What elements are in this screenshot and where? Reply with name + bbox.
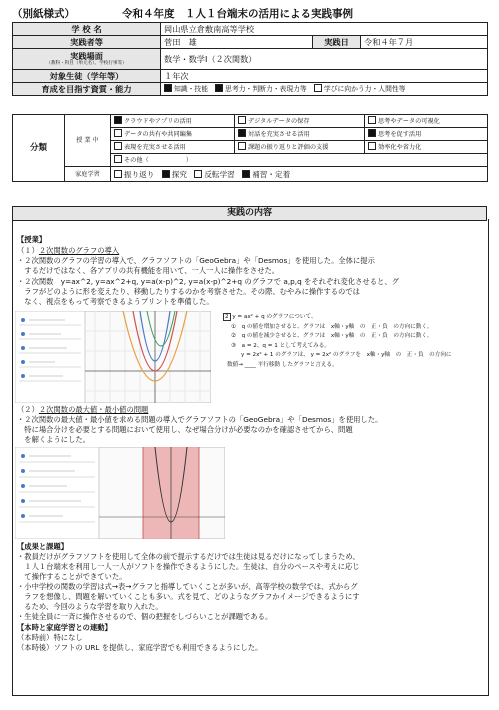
worksheet-title: y = ax² + q のグラフについて、 (232, 314, 317, 320)
p2-line: を解くようにした。 (17, 435, 90, 444)
linkage-line: （本時後）ソフトの URL を提供し、家庭学習でも利用できるようにした。 (17, 643, 263, 652)
p3-line: るため、今回のような学習を取り入れた。 (17, 602, 163, 611)
worksheet-item: y = 2x² + 1 のグラフは、 y = 2x² のグラフを x軸・y軸 の 正・負 の方向に (241, 352, 452, 358)
option-cell[interactable]: 思考やデータの可視化 (365, 115, 488, 128)
sub1-title: ２次関数のグラフの導入 (38, 246, 120, 255)
checkbox-unchecked-icon (114, 155, 122, 163)
section-title: 実践の内容 (13, 207, 487, 221)
checkbox-unchecked-icon (114, 142, 122, 150)
ability-label: 育成を目指す資質・能力 (13, 83, 161, 96)
practitioner-label: 実践者等 (13, 36, 161, 49)
grade-value: １年次 (161, 70, 488, 83)
document-title: 令和４年度 １人１台端末の活用による実践事例 (122, 8, 353, 20)
checkbox-checked-icon (242, 170, 250, 178)
checkbox-unchecked-icon (314, 84, 322, 92)
sub1-num: （１） (17, 246, 39, 255)
meta-table (12, 22, 488, 96)
scene-sub-label: （教科・科目（単元名）、学校行事等） (46, 60, 127, 66)
sub2-heading (17, 405, 148, 414)
ability-options (161, 83, 488, 96)
checkbox-checked-icon (164, 84, 172, 92)
worksheet-title-line (223, 313, 485, 323)
p3-line: て操作することができていた。 (17, 572, 127, 581)
option-cell[interactable]: 課題の振り返りと評価の支援 (235, 141, 365, 154)
home-study-options (111, 167, 488, 182)
home-option[interactable]: 探究 (162, 169, 187, 180)
classification-label: 分類 (13, 115, 65, 182)
classification-table (12, 114, 488, 182)
p1-line: ・２次関数 y=ax^2, y=ax^2+q, y=a(x-p)^2, y=a(x-p)^2+q のグラフで a,p,q をそれぞれ変化させると、グ (17, 277, 399, 286)
date-label: 実践日 (313, 36, 361, 49)
p3-line: １人１台端末を利用し一人一人がソフトを操作できるようにした。生徒は、自分のペースや考えに応じ (17, 562, 360, 571)
p3-line: ・生徒全員に一斉に操作させるので、個の把握をしづらいことが課題である。 (17, 612, 273, 621)
scene-label: 実践場面 (70, 50, 103, 61)
option-cell-other[interactable]: その他（ ） (111, 154, 488, 167)
home-study-label: 家庭学習 (65, 167, 111, 182)
practitioner-value: 菅田 雄 (161, 36, 313, 49)
sub1-heading (17, 246, 119, 255)
linkage-heading: 【本時と家庭学習との連動】 (17, 623, 112, 632)
worksheet-excerpt (223, 313, 485, 370)
date-value: 令和４年７月 (361, 36, 488, 49)
option-cell[interactable]: 表現を充実させる活用 (111, 141, 235, 154)
p1-line: なく、視点をもって考察できるようプリントを準備した。 (17, 297, 214, 306)
lesson-heading: 【授業】 (17, 235, 47, 244)
checkbox-checked-icon (162, 170, 170, 178)
grade-label: 対象生徒（学年等） (13, 70, 161, 83)
sub2-num: （２） (17, 405, 39, 414)
home-option[interactable]: 補習・定着 (242, 169, 290, 180)
worksheet-item: ① q の値を増加させると、グラフは x軸・y軸 の 正・負 の方向に動く。 (231, 323, 433, 330)
p3-line: ・小中学校の関数の学習は式→表→グラフと指導していくことが多いが、高等学校の数学では、式からグ (17, 582, 358, 591)
checkbox-unchecked-icon (238, 142, 246, 150)
form-label: （別紙様式） (12, 8, 75, 20)
ability-option[interactable]: 思考力・判断力・表現力等 (215, 84, 307, 95)
p1-line: ラフがどのように形を変えたり、移動したりするのかを考察させた。その際、むやみに操作するのでは (17, 287, 360, 296)
results-heading: 【成果と課題】 (17, 542, 69, 551)
p1-line: ・２次関数のグラフの学習の導入で、グラフソフトの「GeoGebra」や「Desmos」を使用した。全体に提示 (17, 256, 375, 265)
option-cell[interactable]: デジタルデータの保存 (235, 115, 365, 128)
checkbox-checked-icon (238, 129, 246, 137)
p1-line: するだけではなく、各アプリの共有機能を用いて、一人一人に操作をさせた。 (17, 266, 280, 275)
checkbox-unchecked-icon (114, 129, 122, 137)
checkbox-unchecked-icon (368, 142, 376, 150)
p3-line: ・教員だけがグラフソフトを使用して全体の前で提示するだけでは生徒は見るだけになってしまうため、 (17, 552, 360, 561)
content-body (12, 219, 489, 696)
checkbox-checked-icon (215, 84, 223, 92)
linkage-line: （本時前）特になし (17, 633, 83, 642)
checkbox-checked-icon (368, 129, 376, 137)
option-cell[interactable]: データの共有や共同編集 (111, 128, 235, 141)
p2-line: 特に場合分けを必要とする問題において使用し、なぜ場合分けが必要なのかを確認させてから、問題 (17, 425, 353, 434)
p3-line: ラフを想像し、問題を解いていくことも多い。式を見て、どのようなグラフかイメージできるようにす (17, 592, 360, 601)
checkbox-unchecked-icon (238, 116, 246, 124)
school-label: 学 校 名 (13, 23, 161, 36)
checkbox-checked-icon (114, 116, 122, 124)
ability-option[interactable]: 知識・技能 (164, 84, 208, 95)
p2-line: ・２次関数の最大値・最小値を求める問題の導入でグラフソフトの「GeoGebra」や「Desmos」を使用した。 (17, 415, 383, 424)
geogebra-screenshot-1 (15, 311, 211, 403)
worksheet-number: 2 (225, 314, 229, 320)
school-value: 岡山県立倉敷南高等学校 (161, 23, 488, 36)
home-option[interactable]: 反転学習 (194, 169, 234, 180)
worksheet-item: ③ a = 2、q = 1 として考えてみる。 (231, 342, 330, 349)
geogebra-screenshot-2 (15, 447, 225, 539)
option-cell[interactable]: クラウドやアプリの活用 (111, 115, 235, 128)
scene-value: 数学・数学Ⅰ（２次関数） (161, 49, 488, 70)
worksheet-item: ② q の値を減少させると、グラフは x軸・y軸 の 正・負 の方向に動く。 (231, 333, 433, 339)
in-class-label: 授 業 中 (65, 115, 111, 167)
option-cell[interactable]: 対話を充実させる活用 (235, 128, 365, 141)
option-cell[interactable]: 思考を促す活用 (365, 128, 488, 141)
document-header (12, 6, 487, 20)
checkbox-unchecked-icon (194, 170, 202, 178)
worksheet-item: 数値→ ____ 平行移動 したグラフと言える。 (227, 361, 338, 368)
sub2-title: ２次関数の最大値・最小値の問題 (38, 405, 149, 414)
home-option[interactable]: 振り返り (114, 169, 154, 180)
checkbox-unchecked-icon (368, 116, 376, 124)
scene-label-cell (13, 49, 161, 70)
ability-option[interactable]: 学びに向かう力・人間性等 (314, 84, 406, 95)
option-cell[interactable]: 効率化や省力化 (365, 141, 488, 154)
checkbox-unchecked-icon (114, 170, 122, 178)
